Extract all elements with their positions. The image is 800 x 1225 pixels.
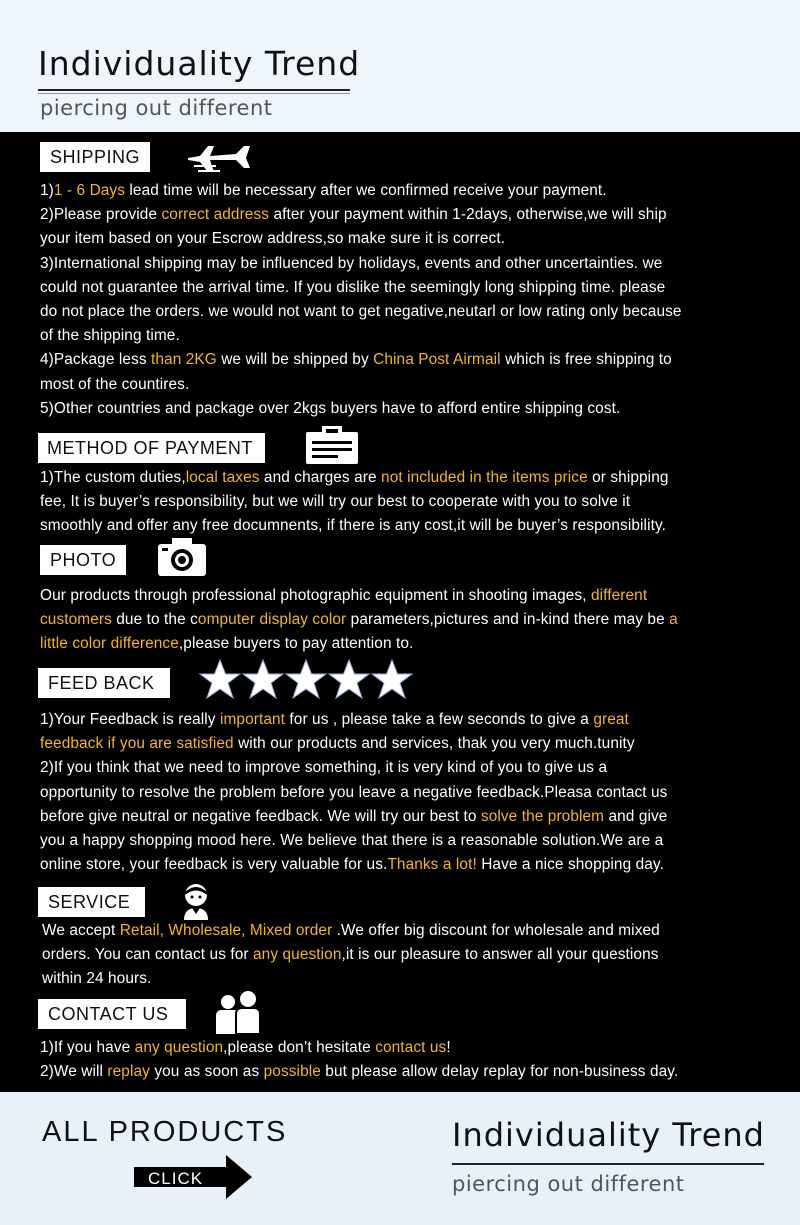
text-line	[40, 179, 780, 203]
footer-brand-title: Individuality Trend	[452, 1116, 765, 1154]
body-text: with our products and services, thak you very much.tunity	[233, 735, 635, 753]
highlight-text: a	[669, 611, 678, 629]
body-text: We accept	[42, 922, 120, 939]
text-line	[40, 756, 780, 780]
text-line	[40, 1036, 780, 1060]
footer	[0, 1092, 800, 1225]
body-text: or shipping	[587, 469, 669, 486]
body-text: lead time will be necessary after we confirmed receive your payment.	[125, 182, 607, 199]
body-text: 4)Package less	[40, 351, 152, 369]
footer-brand-subtitle: piercing out different	[452, 1172, 685, 1196]
text-line	[40, 203, 780, 227]
text-line	[40, 829, 780, 853]
highlight-text: China Post Airmail	[373, 351, 501, 369]
body-text: and charges are	[259, 469, 382, 486]
highlight-text: contact us	[375, 1039, 447, 1056]
text-line	[40, 324, 780, 348]
body-text: we will be shipped by	[216, 351, 374, 369]
contact-text	[40, 1036, 780, 1084]
highlight-text: than 2KG	[151, 351, 217, 369]
body-text: but please allow delay replay for non-business day.	[320, 1063, 679, 1081]
highlight-text: customers	[40, 611, 112, 629]
highlight-text: not included in the items price	[381, 469, 588, 486]
text-line	[40, 805, 780, 829]
text-line	[40, 514, 780, 538]
body-text: Our products through professional photographic equipment in shooting images,	[40, 587, 591, 604]
body-text: 1)If you have	[40, 1039, 135, 1056]
text-line	[40, 708, 780, 732]
five-stars-icon	[198, 657, 414, 703]
text-line	[40, 608, 780, 632]
text-line	[40, 227, 780, 251]
people-icon	[214, 990, 262, 1034]
text-line	[40, 300, 780, 324]
body-text: !	[446, 1039, 451, 1056]
shipping-label: SHIPPING	[40, 142, 150, 172]
text-line	[40, 632, 780, 656]
body-text: which is free shipping to	[500, 351, 672, 369]
body-text: 2)If you think that we need to improve something, it is very kind of you to give us a	[40, 759, 608, 777]
payment-text	[40, 466, 780, 539]
highlight-text: feedback if you are satisfied	[40, 735, 234, 753]
text-line	[40, 490, 780, 514]
highlight-text: solve the problem	[480, 807, 605, 825]
text-line	[40, 348, 780, 372]
body-text: within 24 hours.	[42, 970, 152, 988]
text-line	[40, 466, 780, 490]
text-line	[42, 943, 782, 967]
highlight-text: little color difference	[40, 635, 179, 653]
body-text: before give neutral or negative feedback. We will try our best to	[40, 807, 481, 825]
airplane-icon	[186, 138, 252, 176]
highlight-text: important	[219, 711, 286, 728]
contact-label: CONTACT US	[38, 999, 186, 1029]
body-text: Have a nice shopping day.	[476, 856, 664, 874]
body-text: orders. You can contact us for	[42, 946, 254, 964]
body-text: 1)Your Feedback is really	[40, 711, 220, 728]
highlight-text: Thanks a lot!	[387, 856, 477, 874]
text-line	[40, 584, 780, 608]
body-text: smoothly and offer any free documnents, if there is any cost,it will be buyer’s responsibility.	[40, 517, 666, 535]
body-text: after your payment within 1-2days, otherwise,we will ship	[269, 206, 667, 224]
service-label: SERVICE	[38, 887, 145, 917]
header	[0, 0, 800, 132]
photo-label: PHOTO	[40, 545, 126, 575]
body-text: online store, your feedback is very valuable for us.	[40, 856, 388, 874]
shipping-text	[40, 179, 780, 421]
text-line	[42, 967, 782, 991]
body-text: for us , please take a few seconds to give a	[285, 711, 594, 728]
text-line	[40, 252, 780, 276]
text-line	[40, 853, 780, 877]
text-line	[40, 1060, 780, 1084]
body-text: 2)We will	[40, 1063, 108, 1081]
body-text: do not place the orders. we would not want to get negative,neutarl or low rating only because	[40, 303, 682, 321]
text-line	[40, 276, 780, 300]
body-text: you a happy shopping mood here. We believe that there is a reasonable solution.We are a	[40, 832, 664, 850]
body-text: ,it is our pleasure to answer all your questions	[341, 946, 659, 964]
body-text: 1)	[40, 182, 54, 199]
text-line	[40, 781, 780, 805]
body-text: 3)International shipping may be influenced by holidays, events and other uncertainties. we	[40, 254, 663, 272]
brand-subtitle: piercing out different	[40, 96, 273, 120]
body-text: 2)Please provide	[40, 206, 162, 224]
highlight-text: any question	[253, 946, 342, 964]
body-text: .We offer big discount for wholesale and mixed	[332, 922, 660, 939]
highlight-text: any question	[134, 1039, 224, 1056]
brand-underline-thin	[38, 93, 350, 94]
body-text: you as soon as	[149, 1063, 264, 1081]
highlight-text: Retail, Wholesale, Mixed order	[119, 922, 333, 939]
body-text: most of the countires.	[40, 375, 190, 393]
text-line	[42, 919, 782, 943]
body-text: your item based on your Escrow address,so make sure it is correct.	[40, 230, 506, 248]
body-text: parameters,pictures and in-kind there may be	[346, 611, 670, 629]
all-products-heading[interactable]: ALL PRODUCTS	[42, 1116, 288, 1148]
camera-icon	[156, 536, 208, 578]
highlight-text: correct address	[161, 206, 270, 224]
highlight-text: 1 - 6 Days	[53, 182, 126, 199]
click-label: CLICK	[148, 1169, 204, 1188]
brand-title: Individuality Trend	[38, 44, 361, 83]
body-text: due to the c	[111, 611, 198, 629]
highlight-text: local taxes	[185, 469, 260, 486]
text-line	[40, 397, 780, 421]
photo-text	[40, 584, 780, 657]
body-text: ,please buyers to pay attention to.	[178, 635, 414, 653]
brand-underline	[38, 89, 350, 91]
payment-label: METHOD OF PAYMENT	[38, 433, 265, 463]
body-text: opportunity to resolve the problem before you leave a negative feedback.Pleasa contact us	[40, 783, 668, 801]
body-text: 1)The custom duties,	[40, 469, 186, 486]
payment-icon	[304, 426, 360, 466]
feedback-label: FEED BACK	[38, 668, 170, 698]
feedback-text	[40, 708, 780, 877]
click-button[interactable]	[134, 1155, 252, 1199]
highlight-text: different	[590, 587, 648, 604]
customer-service-icon	[180, 882, 212, 920]
body-text: of the shipping time.	[40, 327, 180, 345]
highlight-text: replay	[107, 1063, 150, 1081]
body-text: and give	[604, 807, 668, 825]
highlight-text: great	[593, 711, 629, 728]
highlight-text: omputer display color	[197, 611, 347, 629]
info-panel	[0, 132, 800, 1092]
highlight-text: possible	[263, 1063, 321, 1081]
body-text: ,please don’t hesitate	[223, 1039, 376, 1056]
text-line	[40, 373, 780, 397]
text-line	[40, 732, 780, 756]
body-text: fee, It is buyer’s responsibility, but we will try our best to cooperate with you to solve it	[40, 493, 631, 511]
body-text: could not guarantee the arrival time. If you dislike the seemingly long shipping time. please	[40, 278, 666, 296]
service-text	[42, 919, 782, 992]
footer-brand-underline	[452, 1163, 764, 1165]
body-text: 5)Other countries and package over 2kgs buyers have to afford entire shipping cost.	[40, 399, 621, 417]
